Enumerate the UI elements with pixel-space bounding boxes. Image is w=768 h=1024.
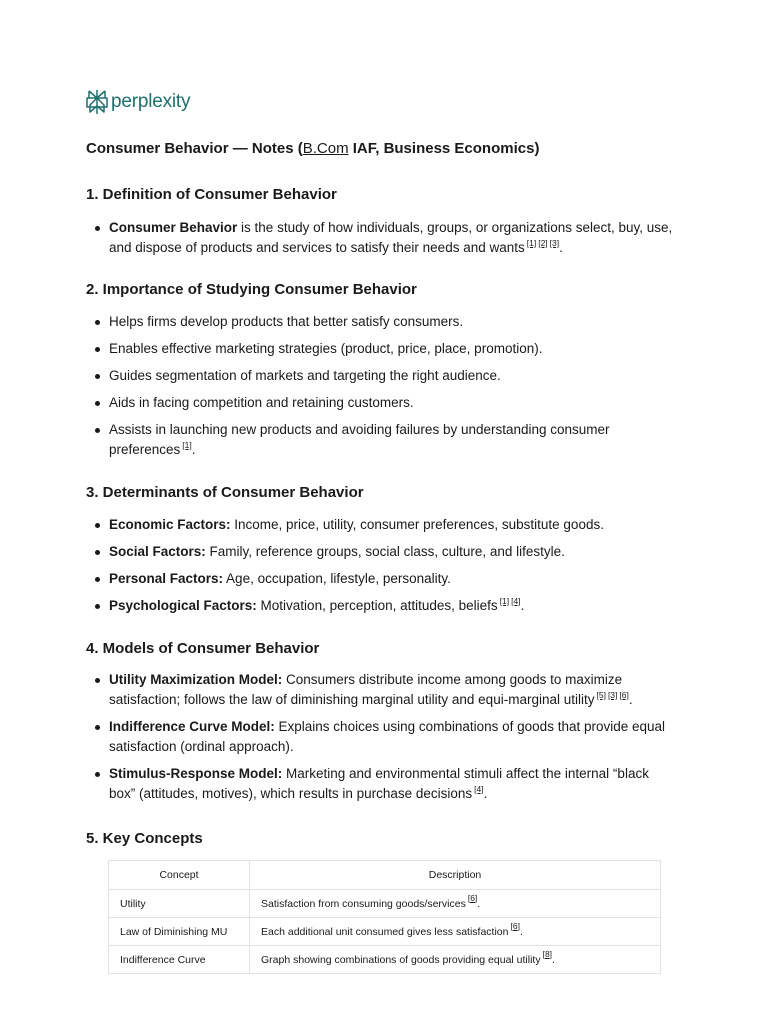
- perplexity-logo[interactable]: [86, 89, 190, 115]
- item-end: .: [520, 598, 525, 613]
- list-item: [86, 420, 676, 460]
- list-item: [86, 542, 676, 562]
- item-end: .: [628, 692, 633, 707]
- description-text: Each additional unit consumed gives less satisfaction: [261, 925, 509, 938]
- citation-link[interactable]: [1]: [526, 238, 537, 248]
- item-end: .: [477, 897, 481, 910]
- item-end: .: [191, 442, 196, 457]
- concept-cell: Indifference Curve: [109, 946, 250, 974]
- item-bold: Economic Factors:: [109, 517, 231, 532]
- section-heading-key-concepts: 5. Key Concepts: [86, 830, 203, 847]
- section-heading-importance: 2. Importance of Studying Consumer Behavior: [86, 281, 417, 298]
- citation-link[interactable]: [6]: [619, 690, 629, 700]
- key-concepts-table: [108, 860, 661, 974]
- list-item: [86, 393, 676, 413]
- citation-link[interactable]: [4]: [474, 784, 484, 794]
- item-text: Family, reference groups, social class, culture, and lifestyle.: [205, 544, 565, 559]
- column-header: Concept: [109, 861, 250, 890]
- item-text: Guides segmentation of markets and targeting the right audience.: [109, 368, 501, 383]
- description-text: Satisfaction from consuming goods/services: [261, 897, 466, 910]
- table-row: [109, 890, 661, 918]
- definition-list: [86, 218, 676, 258]
- item-text: Helps firms develop products that better satisfy consumers.: [109, 314, 464, 329]
- title-prefix: Consumer Behavior — Notes (: [86, 140, 303, 157]
- page-title: [86, 140, 539, 157]
- item-text: Age, occupation, lifestyle, personality.: [223, 571, 451, 586]
- concept-cell: Utility: [109, 890, 250, 918]
- item-end: .: [483, 786, 488, 801]
- citation-link[interactable]: [3]: [607, 690, 618, 700]
- section-heading-definition: 1. Definition of Consumer Behavior: [86, 186, 337, 203]
- description-text: Graph showing combinations of goods providing equal utility: [261, 953, 541, 966]
- citation-link[interactable]: [6]: [467, 892, 478, 903]
- citation-link[interactable]: [5]: [596, 690, 606, 700]
- item-text: Motivation, perception, attitudes, beliefs: [256, 598, 498, 613]
- item-text: Aids in facing competition and retaining customers.: [109, 395, 414, 410]
- list-item: [86, 596, 676, 616]
- list-item: [86, 339, 676, 359]
- item-text: Explains choices using combinations of goods that provide equal satisfaction (ordinal approach).: [109, 719, 666, 754]
- determinants-list: [86, 515, 676, 616]
- item-bold: Personal Factors:: [109, 571, 224, 586]
- description-cell: [250, 918, 661, 946]
- item-text: Consumers distribute income among goods to maximize satisfaction; follows the law of diminishing marginal utility and equi-marginal utility: [109, 672, 623, 707]
- table-row: [109, 918, 661, 946]
- item-text: Assists in launching new products and avoiding failures by understanding consumer preferences: [109, 422, 610, 457]
- list-item: [86, 312, 676, 332]
- item-bold: Stimulus-Response Model:: [109, 766, 283, 781]
- importance-list: [86, 312, 676, 460]
- brand-name: perplexity: [111, 91, 191, 112]
- citation-link[interactable]: [1]: [499, 596, 510, 606]
- list-item: [86, 569, 676, 589]
- column-header: Description: [250, 861, 661, 890]
- description-cell: [250, 890, 661, 918]
- citation-link[interactable]: [8]: [542, 948, 553, 959]
- description-cell: [250, 946, 661, 974]
- list-item: [86, 218, 676, 258]
- title-suffix: IAF, Business Economics): [348, 140, 540, 157]
- item-text: Enables effective marketing strategies (product, price, place, promotion).: [109, 341, 543, 356]
- item-bold: Psychological Factors:: [109, 598, 257, 613]
- item-text: Income, price, utility, consumer preferences, substitute goods.: [230, 517, 604, 532]
- item-end: .: [559, 240, 563, 255]
- citation-link[interactable]: [1]: [182, 440, 192, 450]
- item-bold: Consumer Behavior: [109, 220, 238, 235]
- item-bold: Social Factors:: [109, 544, 206, 559]
- models-list: [86, 670, 676, 804]
- list-item: [86, 764, 676, 804]
- list-item: [86, 366, 676, 386]
- perplexity-logo-icon: [86, 89, 108, 115]
- citation-link[interactable]: [3]: [549, 238, 560, 248]
- table-header-row: [109, 861, 661, 890]
- item-end: .: [519, 925, 523, 938]
- title-link[interactable]: B.Com: [302, 140, 349, 157]
- citation-link[interactable]: [2]: [538, 238, 548, 248]
- list-item: [86, 670, 676, 710]
- concept-cell: Law of Diminishing MU: [109, 918, 250, 946]
- item-text: is the study of how individuals, groups, or organizations select, buy, use, and dispose of products and services to satisfy their needs and wants: [109, 220, 673, 255]
- table-row: [109, 946, 661, 974]
- list-item: [86, 717, 676, 757]
- citation-link[interactable]: [6]: [510, 920, 520, 931]
- section-heading-models: 4. Models of Consumer Behavior: [86, 640, 320, 657]
- item-end: .: [552, 953, 555, 966]
- section-heading-determinants: 3. Determinants of Consumer Behavior: [86, 484, 364, 501]
- item-bold: Indifference Curve Model:: [109, 719, 275, 734]
- citation-link[interactable]: [4]: [511, 596, 521, 606]
- list-item: [86, 515, 676, 535]
- item-bold: Utility Maximization Model:: [109, 672, 283, 687]
- item-text: Marketing and environmental stimuli affect the internal “black box” (attitudes, motives), which results in purchase decisions: [109, 766, 649, 801]
